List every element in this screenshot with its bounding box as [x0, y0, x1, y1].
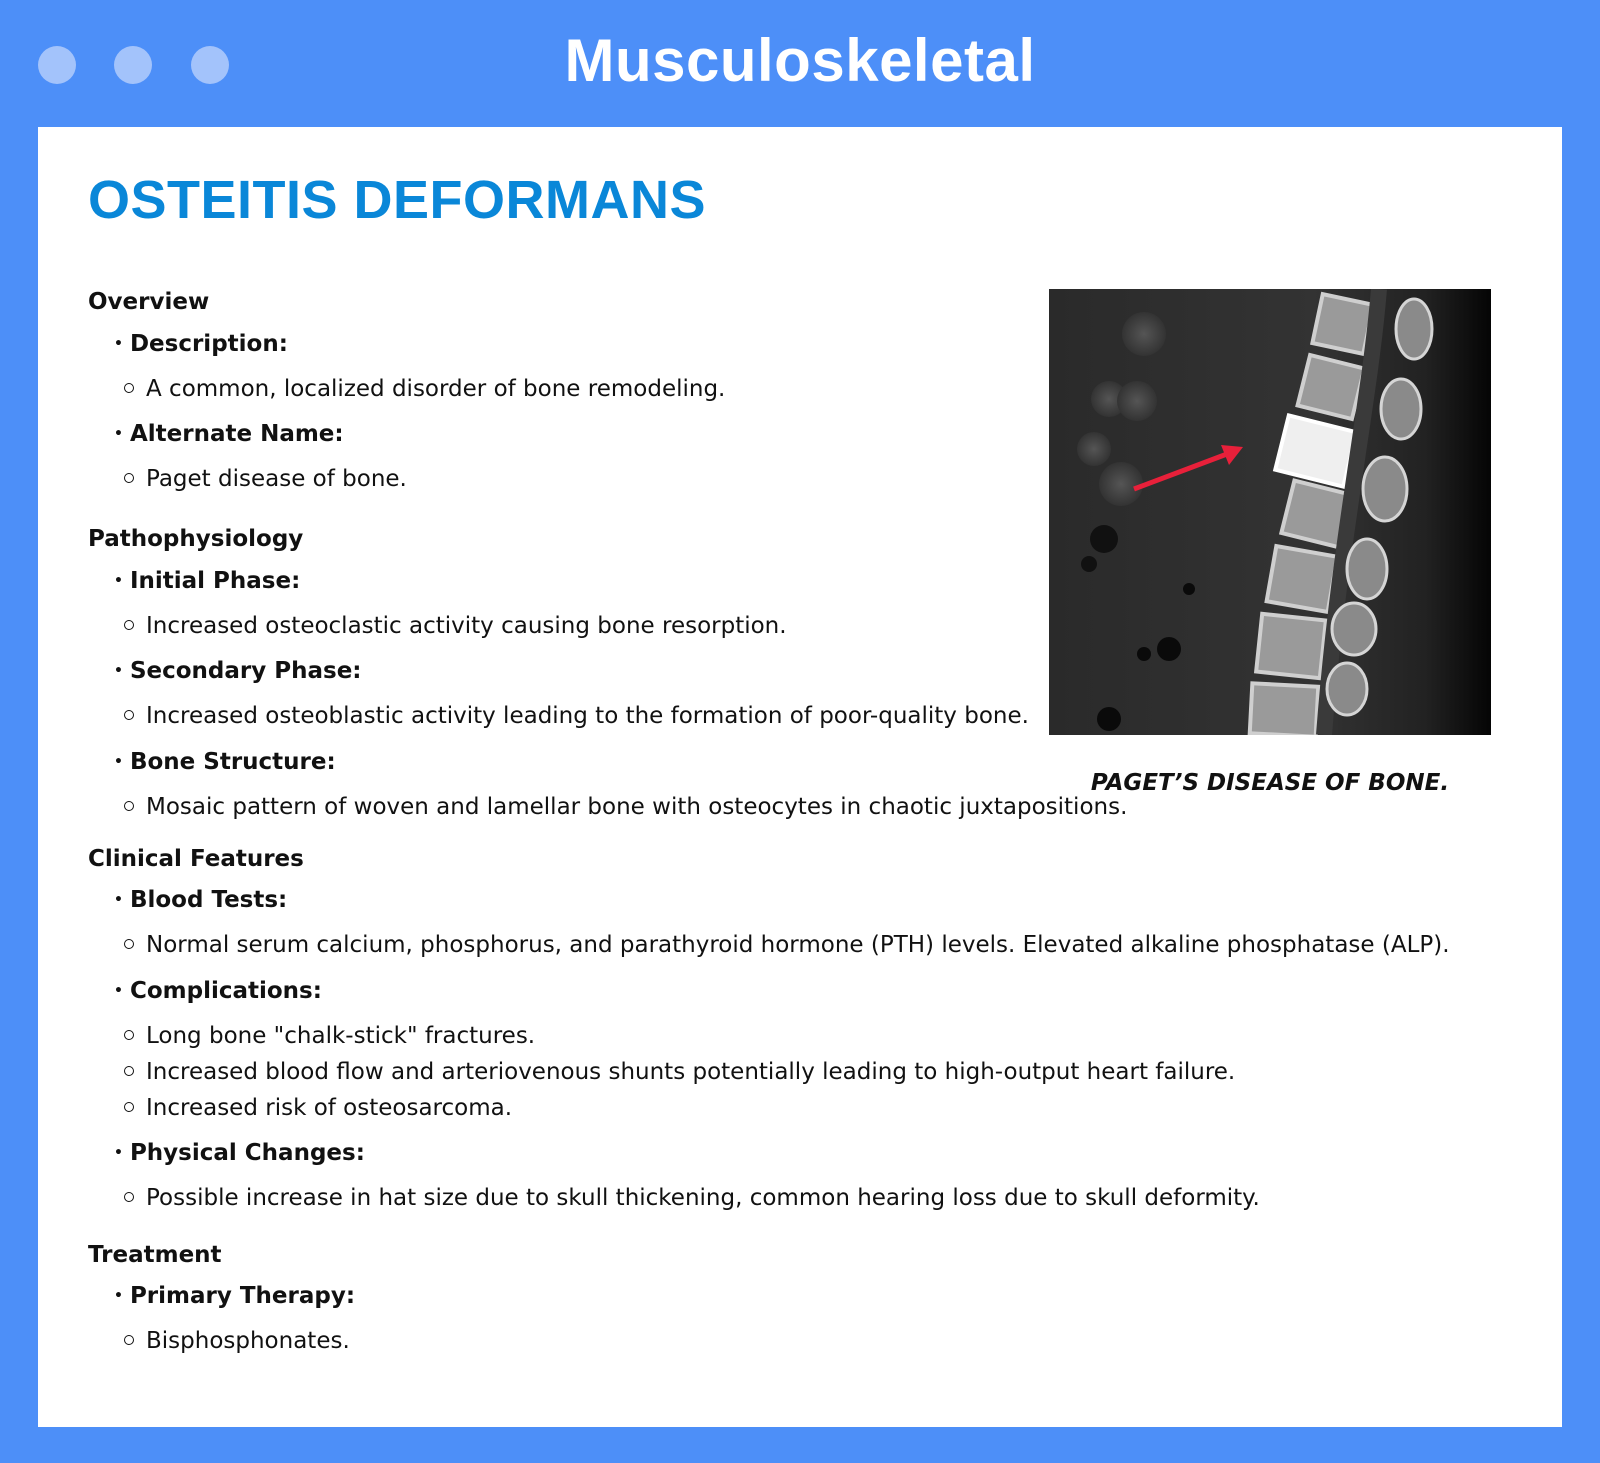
section-heading-overview: Overview — [88, 289, 210, 315]
bullet-physical-changes: • Physical Changes: — [114, 1140, 365, 1166]
detail-complication-osteosarcoma: Increased risk of osteosarcoma. — [124, 1095, 512, 1121]
window-titlebar — [0, 0, 1600, 127]
section-heading-clinical-features: Clinical Features — [88, 846, 304, 872]
bullet-initial-phase: • Initial Phase: — [114, 568, 300, 594]
detail-complication-fractures: Long bone "chalk-stick" fractures. — [124, 1023, 535, 1049]
content-panel — [38, 127, 1562, 1427]
detail-bone-structure: Mosaic pattern of woven and lamellar bone with osteocytes in chaotic juxtapositions. — [124, 794, 1127, 820]
bullet-primary-therapy: • Primary Therapy: — [114, 1283, 355, 1309]
detail-primary-therapy: Bisphosphonates. — [124, 1328, 350, 1354]
bullet-description: • Description: — [114, 331, 288, 357]
detail-physical-changes: Possible increase in hat size due to skull thickening, common hearing loss due to skull deformity. — [124, 1185, 1260, 1211]
figure-caption: PAGET’S DISEASE OF BONE. — [1090, 770, 1450, 796]
document-title: OSTEITIS DEFORMANS — [88, 170, 707, 230]
detail-secondary-phase: Increased osteoblastic activity leading to the formation of poor-quality bone. — [124, 703, 1029, 729]
bullet-complications: • Complications: — [114, 978, 322, 1004]
bullet-secondary-phase: • Secondary Phase: — [114, 658, 362, 684]
detail-alternate-name: Paget disease of bone. — [124, 466, 407, 492]
bullet-blood-tests: • Blood Tests: — [114, 887, 287, 913]
section-heading-treatment: Treatment — [88, 1242, 222, 1268]
detail-description: A common, localized disorder of bone remodeling. — [124, 376, 725, 402]
detail-complication-heart-failure: Increased blood flow and arteriovenous shunts potentially leading to high-output heart failure. — [124, 1059, 1235, 1085]
detail-blood-tests: Normal serum calcium, phosphorus, and parathyroid hormone (PTH) levels. Elevated alkaline phosphatase (ALP). — [124, 932, 1450, 958]
window-title: Musculoskeletal — [564, 27, 1036, 94]
section-heading-pathophysiology: Pathophysiology — [88, 526, 304, 552]
bullet-bone-structure: • Bone Structure: — [114, 749, 336, 775]
bullet-alternate-name: • Alternate Name: — [114, 421, 344, 447]
detail-initial-phase: Increased osteoclastic activity causing bone resorption. — [124, 613, 787, 639]
ct-scan-image — [1049, 289, 1491, 735]
